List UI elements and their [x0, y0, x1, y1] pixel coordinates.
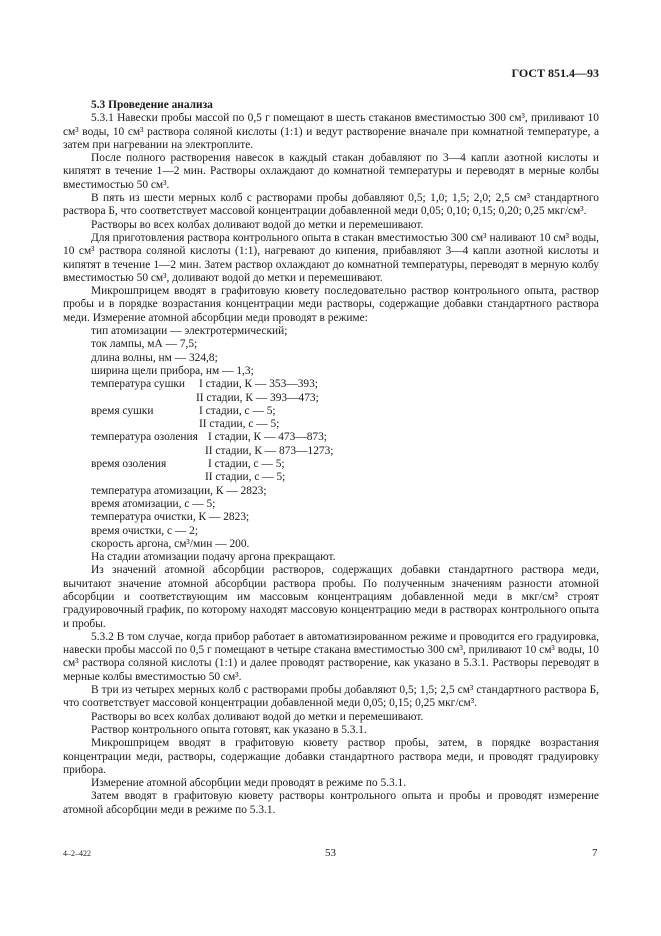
print-code: 4–2–422: [63, 849, 91, 858]
main-content: [63, 99, 599, 817]
page-number-right: 7: [592, 847, 598, 859]
param-label: время озоления: [91, 458, 167, 471]
paragraph: Из значений атомной абсорбции растворов, содержащих добавки стандартного раствора меди, вычитают значение атомной абсорбции раствора пробы. По полученным значениям разности атомной абсорбции и соответствующим им массовым концентрациям добавленной меди в мкг/см³ строят градуировочный график, по которому находят массовую концентрацию меди в растворах контрольного опыта и пробы.: [63, 564, 599, 630]
param-row: [91, 538, 599, 551]
paragraph: Микрошприцем вводят в графитовую кювету раствор пробы, затем, в порядке возрастания концентрации меди, растворы, содержащие добавки стандартного раствора меди, и проводят градуировку прибора.: [63, 737, 599, 776]
document-code: ГОСТ 851.4—93: [511, 66, 599, 80]
param-row: [91, 405, 599, 418]
param-label: время сушки: [91, 404, 154, 417]
param-text: ток лампы, мА — 7,5;: [91, 338, 198, 351]
param-text: I стадии, с — 5;: [208, 458, 285, 471]
param-text: II стадии, К — 393—473;: [196, 391, 319, 404]
paragraph: После полного растворения навесок в каждый стакан добавляют по 3—4 капли азотной кислоты и кипятят в течение 1—2 мин. Растворы охлаждают до комнатной температуры и переводят в мерные колбы вместимостью 50 см³.: [63, 152, 599, 191]
paragraph: Раствор контрольного опыта готовят, как указано в 5.3.1.: [91, 723, 367, 736]
param-text: тип атомизации — электротермический;: [91, 325, 288, 338]
param-row: [91, 445, 599, 458]
param-text: температура атомизации, К — 2823;: [91, 484, 267, 497]
param-text: II стадии, К — 873—1273;: [205, 444, 334, 457]
param-text: ширина щели прибора, нм — 1,3;: [91, 364, 254, 377]
param-row: [91, 352, 599, 365]
paragraph: Затем вводят в графитовую кювету растворы контрольного опыта и пробы и проводят измерение атомной абсорбции меди в режиме по 5.3.1.: [63, 790, 599, 816]
param-text: время атомизации, с — 5;: [91, 497, 216, 510]
parameter-list: [91, 325, 599, 551]
param-row: [91, 378, 599, 391]
paragraph: 5.3.1 Навески пробы массой по 0,5 г помещают в шесть стаканов вместимостью 300 см³, приливают 10 см³ воды, 10 см³ раствора соляной кислоты (1:1) и ведут растворение вначале при комнатной температуре, а затем при нагревании на электроплите.: [63, 112, 599, 151]
param-row: [91, 471, 599, 484]
paragraph: Растворы во всех колбах доливают водой до метки и перемешивают.: [91, 218, 424, 231]
param-row: [91, 485, 599, 498]
param-row: [91, 418, 599, 431]
param-text: II стадии, с — 5;: [205, 471, 286, 484]
param-row: [91, 511, 599, 524]
param-text: I стадии, с — 5;: [199, 404, 276, 417]
param-text: скорость аргона, см³/мин — 200.: [91, 537, 250, 550]
param-text: II стадии, с — 5;: [199, 418, 280, 431]
param-row: [91, 325, 599, 338]
paragraph: Растворы во всех колбах доливают водой до метки и перемешивают.: [91, 710, 424, 723]
paragraph: На стадии атомизации подачу аргона прекращают.: [91, 551, 336, 564]
param-text: температура очистки, К — 2823;: [91, 511, 250, 524]
param-text: время очистки, с — 2;: [91, 524, 199, 537]
page-number-center: 53: [325, 847, 336, 859]
param-text: длина волны, нм — 324,8;: [91, 351, 218, 364]
param-row: [91, 525, 599, 538]
paragraph: Микрошприцем вводят в графитовую кювету последовательно раствор контрольного опыта, раствор пробы и в порядке возрастания концентрации меди растворы, содержащие добавки стандартного раствора меди. Измерение атомной абсорбции меди проводят в режиме:: [63, 285, 599, 324]
paragraph: Измерение атомной абсорбции меди проводят в режиме по 5.3.1.: [91, 777, 407, 790]
paragraph: В пять из шести мерных колб с растворами пробы добавляют 0,5; 1,0; 1,5; 2,0; 2,5 см³ стандартного раствора Б, что соответствует массовой концентрации добавленной меди 0,05; 0,10; 0,15; 0,20; 0,25 мкг/см³.: [63, 192, 599, 218]
param-row: [91, 431, 599, 444]
param-row: [91, 498, 599, 511]
param-row: [91, 392, 599, 405]
param-row: [91, 365, 599, 378]
param-text: I стадии, К — 473—873;: [208, 431, 327, 444]
param-row: [91, 458, 599, 471]
param-label: температура сушки: [91, 378, 185, 391]
paragraph: 5.3.2 В том случае, когда прибор работает в автоматизированном режиме и проводится его градуировка, навески пробы массой по 0,5 г помещают в четыре стакана вместимостью 300 см³, приливают 10 см³ воды, 10 см³ раствора соляной кислоты (1:1) и далее проводят растворение, как указано в 5.3.1. Растворы переводят в мерные колбы вместимостью 50 см³.: [63, 630, 599, 683]
section-heading: 5.3 Проведение анализа: [91, 99, 213, 111]
param-label: температура озоления: [91, 431, 198, 444]
paragraph: Для приготовления раствора контрольного опыта в стакан вместимостью 300 см³ наливают 10 см³ воды, 10 см³ раствора соляной кислоты (1:1), нагревают до кипения, прибавляют 3—4 капли азотной кислоты и кипятят в течение 1—2 мин. Затем раствор охлаждают до комнатной температуры, переводят в мерную колбу вместимостью 50 см³, доливают водой до метки и перемешивают.: [63, 231, 599, 284]
param-text: I стадии, К — 353—393;: [199, 378, 318, 391]
param-row: [91, 338, 599, 351]
paragraph: В три из четырех мерных колб с растворами пробы добавляют 0,5; 1,5; 2,5 см³ стандартного раствора Б, что соответствует массовой концентрации добавленной меди 0,05; 0,15; 0,25 мкг/см³.: [63, 684, 599, 710]
